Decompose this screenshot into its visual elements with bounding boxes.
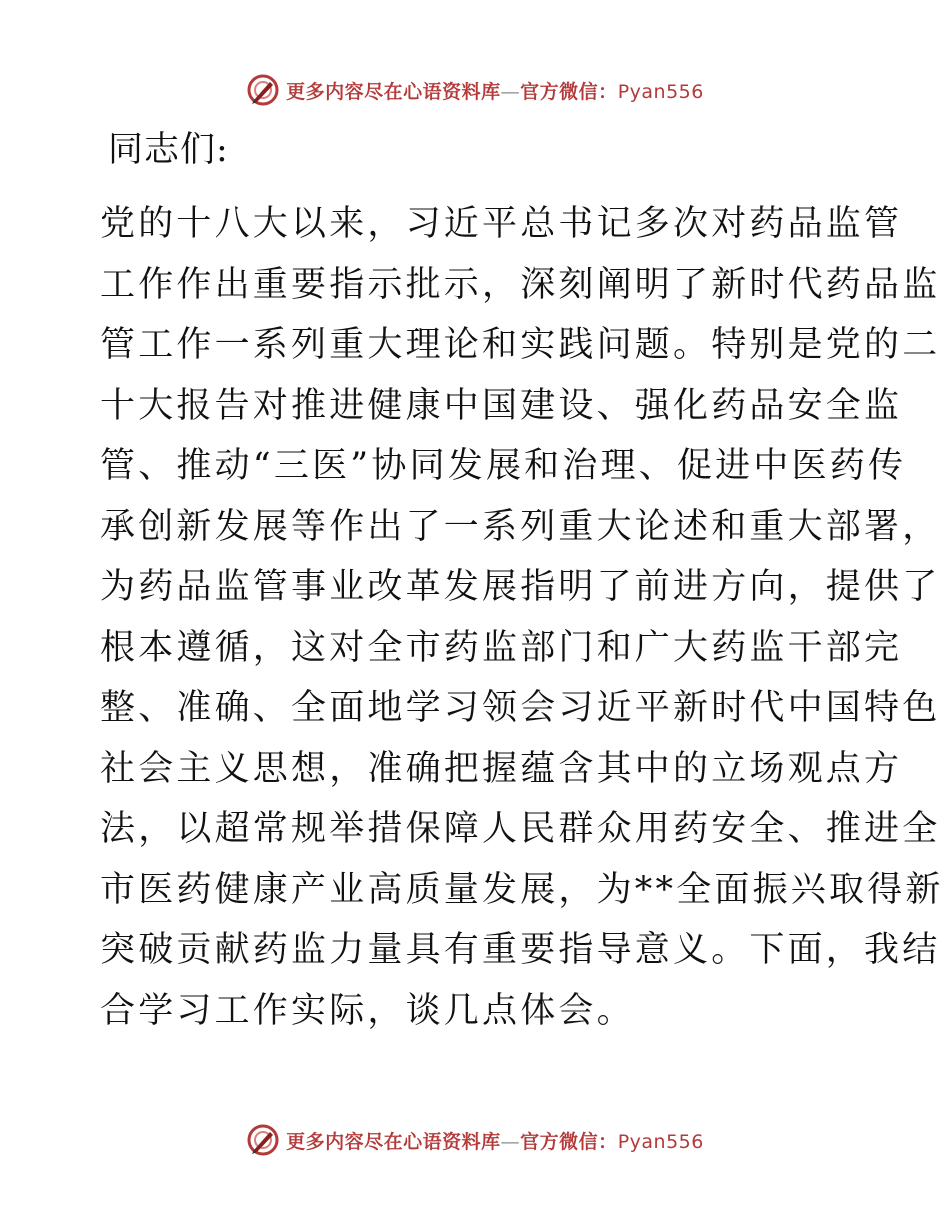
watermark-main-text: 更多内容尽在心语资料库: [286, 1130, 501, 1153]
paragraph-line: 十大报告对推进健康中国建设、强化药品安全监: [100, 385, 903, 426]
paragraph-line: 管工作一系列重大理论和实践问题。特别是党的二: [100, 325, 941, 365]
watermark-wechat-id: Pyan556: [617, 1130, 704, 1153]
watermark-dash: —: [500, 1130, 521, 1153]
document-body: [100, 120, 944, 1041]
body-paragraph: [100, 194, 944, 1041]
pen-circle-logo-icon: [246, 1123, 280, 1157]
paragraph-line: 为药品监管事业改革发展指明了前进方向，提供了: [100, 567, 941, 607]
watermark-wechat-label: 官方微信：: [520, 1130, 618, 1153]
salutation: 同志们:: [108, 130, 229, 170]
paragraph-line: 管、推动“三医”协同发展和治理、促进中医药传: [100, 446, 907, 486]
watermark-dash: —: [500, 80, 521, 103]
watermark-text: [286, 1127, 704, 1154]
paragraph-line: 法，以超常规举措保障人民群众用药安全、推进全: [100, 809, 941, 849]
watermark-wechat-id: Pyan556: [617, 80, 704, 103]
paragraph-line: 党的十八大以来，习近平总书记多次对药品监管: [100, 204, 903, 244]
paragraph-line: 工作作出重要指示批示，深刻阐明了新时代药品监: [100, 264, 941, 305]
paragraph-line: 承创新发展等作出了一系列重大论述和重大部署，: [100, 506, 941, 547]
paragraph-line: 市医药健康产业高质量发展，为**全面振兴取得新: [100, 869, 944, 910]
watermark-wechat-label: 官方微信：: [520, 80, 618, 103]
paragraph-line: 突破贡献药监力量具有重要指导意义。下面，我结: [100, 930, 941, 970]
watermark-text: [286, 77, 704, 104]
paragraph-line: 整、准确、全面地学习领会习近平新时代中国特色: [100, 688, 941, 728]
paragraph-line: 合学习工作实际，谈几点体会。: [100, 990, 635, 1031]
paragraph-line: 社会主义思想，准确把握蕴含其中的立场观点方: [100, 748, 903, 789]
pen-circle-logo-icon: [246, 73, 280, 107]
watermark-main-text: 更多内容尽在心语资料库: [286, 80, 501, 103]
paragraph-line: 根本遵循，这对全市药监部门和广大药监干部完: [100, 627, 903, 668]
header-watermark: [0, 70, 950, 110]
footer-watermark: [0, 1120, 950, 1160]
